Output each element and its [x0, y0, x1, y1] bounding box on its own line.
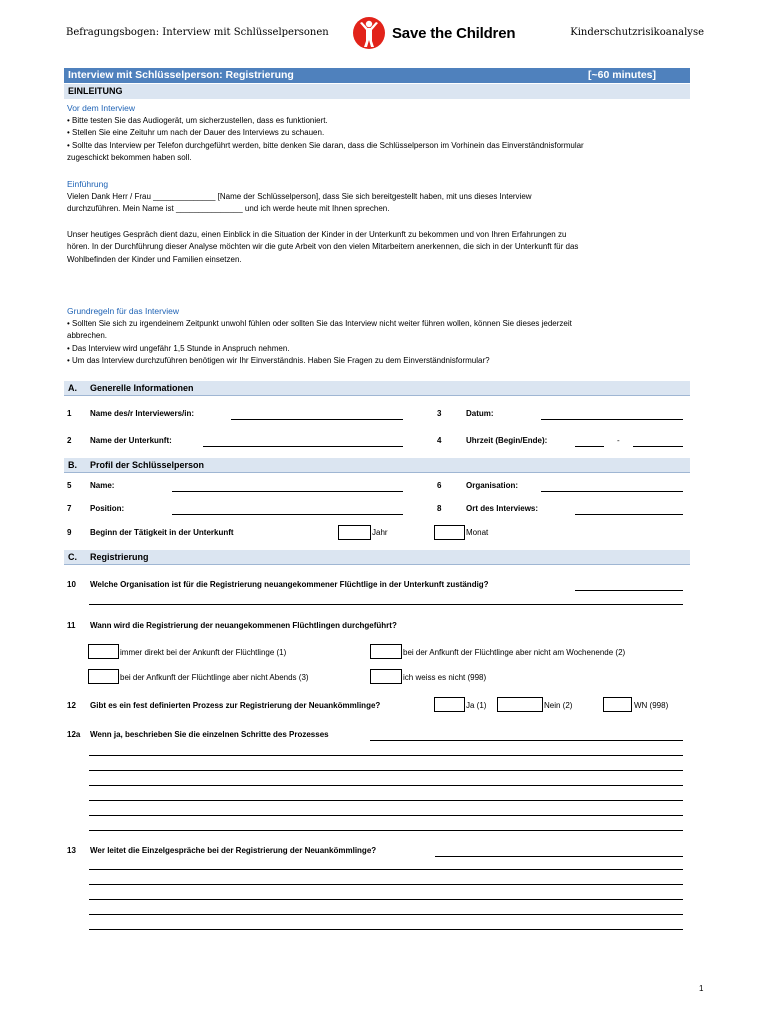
q12-no-label: Nein (2) [544, 701, 573, 710]
organisation-label: Organisation: [466, 481, 519, 490]
section-letter: C. [68, 552, 77, 562]
bullet-line: • Um das Interview durchzuführen benötigen wir Ihr Einverständnis. Haben Sie Fragen zu dem Einverständnisformular? [67, 356, 490, 366]
q12a-field-line[interactable] [89, 770, 683, 771]
q13-label: Wer leitet die Einzelgespräche bei der Registrierung der Neuankömmlinge? [90, 846, 377, 855]
question-number: 9 [67, 528, 72, 537]
month-label: Monat [466, 528, 489, 537]
q13-field-line[interactable] [89, 914, 683, 915]
time-label: Uhrzeit (Begin/Ende): [466, 436, 548, 445]
section-a-bar [64, 381, 690, 396]
q12-dontknow-checkbox[interactable] [603, 697, 632, 712]
vor-dem-interview-heading: Vor dem Interview [67, 103, 136, 113]
section-c-bar [64, 550, 690, 565]
question-number: 5 [67, 481, 72, 490]
grundregeln-text [67, 318, 687, 368]
save-the-children-logo [352, 14, 515, 52]
interview-location-field[interactable] [575, 514, 683, 515]
q12-yes-label: Ja (1) [466, 701, 487, 710]
q12a-field[interactable] [370, 740, 683, 741]
bullet-line: zugeschickt bekommen haben soll. [67, 153, 192, 163]
question-number: 11 [67, 621, 76, 630]
q13-field-line[interactable] [89, 929, 683, 930]
q13-field-line[interactable] [89, 884, 683, 885]
date-label: Datum: [466, 409, 494, 418]
q11-option3-label: bei der Anfkunft der Flüchtlinge aber nicht Abends (3) [120, 673, 309, 682]
section-title: Generelle Informationen [90, 383, 194, 393]
q10-field[interactable] [575, 590, 683, 591]
q12a-field-line[interactable] [89, 755, 683, 756]
text-line: Vielen Dank Herr / Frau ______________ [Name der Schlüsselperson], dass Sie sich bereitgestellt haben, mit uns dieses Interview [67, 192, 532, 201]
q12a-label: Wenn ja, beschrieben Sie die einzelnen Schritte des Prozesses [90, 730, 329, 739]
header-left-title: Befragungsbogen: Interview mit Schlüsselpersonen [66, 27, 329, 38]
bullet-line: • Sollten Sie sich zu irgendeinem Zeitpunkt unwohl fühlen oder sollten Sie das Interview nicht weiter führen wollen, können Sie dieses jederzeit [67, 319, 572, 328]
question-number: 13 [67, 846, 76, 855]
q13-field[interactable] [435, 856, 683, 857]
section-b-bar [64, 458, 690, 473]
vor-dem-interview-text [67, 115, 687, 165]
month-input[interactable] [434, 525, 465, 540]
page-number: 1 [699, 984, 704, 993]
q12a-field-line[interactable] [89, 785, 683, 786]
question-number: 12 [67, 701, 76, 710]
text-line: Wohlbefinden der Kinder und Familien einsetzen. [67, 254, 242, 264]
einfuehrung-paragraph [67, 229, 687, 266]
interviewer-name-label: Name des/r Interviewers/in: [90, 409, 195, 418]
section-title: Profil der Schlüsselperson [90, 460, 205, 470]
intro-bar [64, 84, 690, 99]
q11-option1-checkbox[interactable] [88, 644, 119, 659]
q12-yes-checkbox[interactable] [434, 697, 465, 712]
text-line: Unser heutiges Gespräch dient dazu, einen Einblick in die Situation der Kinder in der Unterkunft zu bekommen und von Ihren Erfahrungen zu [67, 230, 567, 239]
q12a-field-line[interactable] [89, 815, 683, 816]
q12a-field-line[interactable] [89, 830, 683, 831]
q12-label: Gibt es ein fest definierten Prozess zur Registrierung der Neuankömmlinge? [90, 701, 381, 710]
question-number: 2 [67, 436, 72, 445]
question-number: 7 [67, 504, 72, 513]
year-input[interactable] [338, 525, 371, 540]
section-title: Registrierung [90, 552, 149, 562]
q11-option2-checkbox[interactable] [370, 644, 402, 659]
q11-option1-label: immer direkt bei der Ankunft der Flüchtlinge (1) [120, 648, 287, 657]
bullet-line: • Das Interview wird ungefähr 1,5 Stunde in Anspruch nehmen. [67, 343, 290, 353]
section-letter: A. [68, 383, 77, 393]
time-separator: - [617, 436, 620, 445]
q11-option4-label: ich weiss es nicht (998) [403, 673, 487, 682]
organisation-field[interactable] [541, 491, 683, 492]
question-number: 8 [437, 504, 442, 513]
date-field[interactable] [541, 419, 683, 420]
q11-option2-label: bei der Anfkunft der Flüchtlinge aber nicht am Wochenende (2) [403, 648, 626, 657]
name-field[interactable] [172, 491, 403, 492]
grundregeln-heading: Grundregeln für das Interview [67, 306, 179, 316]
intro-heading: EINLEITUNG [68, 86, 123, 96]
q12-dontknow-label: WN (998) [634, 701, 669, 710]
logo-text: Save the Children [392, 24, 516, 42]
q11-option3-checkbox[interactable] [88, 669, 119, 684]
q11-option4-checkbox[interactable] [370, 669, 402, 684]
time-begin-field[interactable] [575, 446, 604, 447]
form-title-bar [64, 68, 690, 83]
bullet-line: • Stellen Sie eine Zeituhr um nach der Dauer des Interviews zu schauen. [67, 128, 325, 138]
question-number: 6 [437, 481, 442, 490]
interviewer-name-field[interactable] [231, 419, 403, 420]
logo-icon [352, 15, 386, 51]
q13-field-line[interactable] [89, 899, 683, 900]
year-label: Jahr [372, 528, 388, 537]
text-line: durchzuführen. Mein Name ist _______________ und ich werde heute mit Ihnen sprechen. [67, 204, 390, 214]
q10-label: Welche Organisation ist für die Registrierung neuangekommener Flüchtlige in der Unterkunft zuständig? [90, 580, 489, 589]
bullet-line: • Bitte testen Sie das Audiogerät, um sicherzustellen, dass es funktioniert. [67, 116, 328, 125]
question-number: 10 [67, 580, 76, 589]
shelter-name-label: Name der Unterkunft: [90, 436, 172, 445]
position-label: Position: [90, 504, 125, 513]
header-right-title: Kinderschutzrisikoanalyse [570, 27, 704, 38]
q13-field-line[interactable] [89, 869, 683, 870]
question-number: 1 [67, 409, 72, 418]
name-label: Name: [90, 481, 115, 490]
text-line: hören. In der Durchführung dieser Analyse möchten wir die gute Arbeit von den vielen Mitarbeitern anerkennen, die sich in der Unterkunft für das [67, 242, 579, 252]
form-title: Interview mit Schlüsselperson: Registrierung [68, 69, 294, 81]
q12-no-checkbox[interactable] [497, 697, 543, 712]
q10-field-line2[interactable] [89, 604, 683, 605]
einfuehrung-text [67, 191, 687, 216]
time-end-field[interactable] [633, 446, 683, 447]
question-number: 3 [437, 409, 442, 418]
position-field[interactable] [172, 514, 403, 515]
q11-label: Wann wird die Registrierung der neuangekommenen Flüchtlingen durchgeführt? [90, 621, 397, 630]
question-number: 12a [67, 730, 81, 739]
q12a-field-line[interactable] [89, 800, 683, 801]
shelter-name-field[interactable] [203, 446, 403, 447]
form-duration: [~60 minutes] [588, 69, 656, 81]
question-number: 4 [437, 436, 442, 445]
section-letter: B. [68, 460, 77, 470]
bullet-line: abbrechen. [67, 331, 108, 341]
start-of-work-label: Beginn der Tätigkeit in der Unterkunft [90, 528, 234, 537]
interview-location-label: Ort des Interviews: [466, 504, 539, 513]
einfuehrung-heading: Einführung [67, 179, 109, 189]
bullet-line: • Sollte das Interview per Telefon durchgeführt werden, bitte denken Sie daran, dass die Schlüsselperson im Vorhinein das Einverständnisformular [67, 140, 584, 150]
